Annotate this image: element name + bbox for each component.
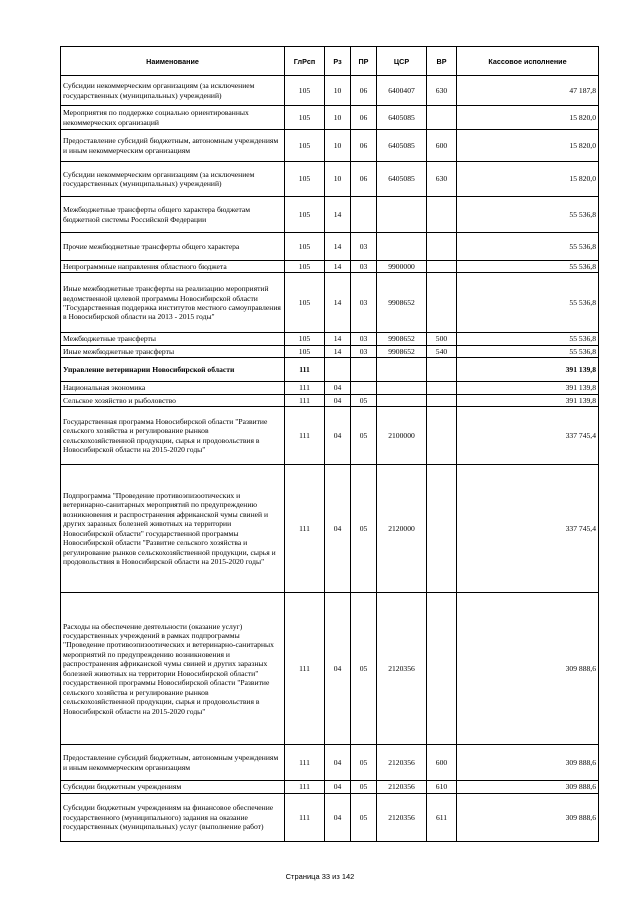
row-csr: 2120356 [377, 745, 427, 781]
table-row [61, 106, 599, 130]
row-amount: 55 536,8 [457, 261, 599, 273]
row-glrsp: 111 [285, 793, 325, 841]
row-glrsp: 111 [285, 358, 325, 382]
row-rz [325, 358, 351, 382]
row-glrsp: 105 [285, 345, 325, 357]
row-rz: 10 [325, 130, 351, 162]
row-vr [427, 465, 457, 593]
row-name: Межбюджетные трансферты общего характера бюджетам бюджетной системы Российской Федерации [61, 197, 285, 233]
row-csr: 6405085 [377, 130, 427, 162]
row-glrsp: 105 [285, 162, 325, 197]
row-csr: 6405085 [377, 106, 427, 130]
row-amount: 309 888,6 [457, 745, 599, 781]
row-csr: 6400407 [377, 76, 427, 106]
row-glrsp: 111 [285, 781, 325, 793]
row-name: Сельское хозяйство и рыболовство [61, 394, 285, 406]
row-name: Субсидии некоммерческим организациям (за исключением государственных (муниципальных) учреждений) [61, 162, 285, 197]
row-rz: 04 [325, 407, 351, 465]
row-glrsp: 111 [285, 407, 325, 465]
table-row [61, 162, 599, 197]
table-row [61, 345, 599, 357]
header-glrsp: ГлРсп [285, 47, 325, 76]
table-row [61, 465, 599, 593]
row-vr [427, 261, 457, 273]
row-name: Предоставление субсидий бюджетным, автономным учреждениям и иным некоммерческим организациям [61, 745, 285, 781]
row-name: Мероприятия по поддержке социально ориентированных некоммерческих организаций [61, 106, 285, 130]
row-amount: 15 820,0 [457, 130, 599, 162]
table-row [61, 261, 599, 273]
row-pr: 05 [351, 593, 377, 745]
row-name: Подпрограмма "Проведение противоэпизоотических и ветеринарно-санитарных мероприятий по предупреждению возникновения и распространения африканской чумы свиней и других заразных болезней животных на территории Новосибирской области" государственной программы Новосибирской области "Развитие сельского хозяйства и регулирование рынков сельскохозяйственной продукции, сырья и продовольствия в Новосибирской области на 2015-2020 годы" [61, 465, 285, 593]
row-glrsp: 105 [285, 76, 325, 106]
row-name: Непрограммные направления областного бюджета [61, 261, 285, 273]
row-name: Субсидии некоммерческим организациям (за исключением государственных (муниципальных) учреждений) [61, 76, 285, 106]
row-csr: 9900000 [377, 261, 427, 273]
table-row [61, 197, 599, 233]
row-vr: 611 [427, 793, 457, 841]
row-csr: 2100000 [377, 407, 427, 465]
row-amount: 47 187,8 [457, 76, 599, 106]
page-number: Страница 33 из 142 [285, 872, 355, 881]
row-vr: 610 [427, 781, 457, 793]
row-vr [427, 394, 457, 406]
row-pr: 03 [351, 273, 377, 333]
row-glrsp: 105 [285, 197, 325, 233]
table-row [61, 130, 599, 162]
row-vr [427, 233, 457, 261]
row-vr: 540 [427, 345, 457, 357]
row-vr [427, 106, 457, 130]
row-pr: 03 [351, 261, 377, 273]
budget-table [60, 46, 599, 842]
row-amount: 391 139,8 [457, 358, 599, 382]
row-vr [427, 593, 457, 745]
row-pr: 05 [351, 781, 377, 793]
row-pr: 06 [351, 130, 377, 162]
table-row [61, 394, 599, 406]
row-csr [377, 358, 427, 382]
header-name: Наименование [61, 47, 285, 76]
row-amount: 55 536,8 [457, 333, 599, 345]
header-pr: ПР [351, 47, 377, 76]
row-name: Расходы на обеспечение деятельности (оказание услуг) государственных учреждений в рамках подпрограммы "Проведение противоэпизоотических и ветеринарно-санитарных мероприятий по предупреждению возникновения и распространения африканской чумы свиней и других заразных болезней животных на территории Новосибирской области" государственной программы Новосибирской области "Развитие сельского хозяйства и регулирование рынков сельскохозяйственной продукции, сырья и продовольствия в Новосибирской области на 2015-2020 годы" [61, 593, 285, 745]
row-pr: 05 [351, 465, 377, 593]
row-name: Государственная программа Новосибирской области "Развитие сельского хозяйства и регулирование рынков сельскохозяйственной продукции, сырья и продовольствия в Новосибирской области на 2015-2020 годы" [61, 407, 285, 465]
header-amount: Кассовое исполнение [457, 47, 599, 76]
table-row [61, 233, 599, 261]
row-name: Межбюджетные трансферты [61, 333, 285, 345]
row-pr: 05 [351, 793, 377, 841]
table-row [61, 333, 599, 345]
table-row [61, 273, 599, 333]
row-vr: 600 [427, 130, 457, 162]
row-name: Субсидии бюджетным учреждениям [61, 781, 285, 793]
row-glrsp: 111 [285, 745, 325, 781]
row-amount: 391 139,8 [457, 382, 599, 394]
row-glrsp: 105 [285, 273, 325, 333]
row-pr [351, 382, 377, 394]
table-row [61, 407, 599, 465]
row-vr: 630 [427, 162, 457, 197]
row-rz: 14 [325, 273, 351, 333]
table-row [61, 382, 599, 394]
row-rz: 04 [325, 394, 351, 406]
row-glrsp: 105 [285, 106, 325, 130]
table-row [61, 793, 599, 841]
row-pr: 06 [351, 106, 377, 130]
row-rz: 04 [325, 465, 351, 593]
row-vr: 500 [427, 333, 457, 345]
row-csr [377, 197, 427, 233]
header-csr: ЦСР [377, 47, 427, 76]
row-glrsp: 105 [285, 233, 325, 261]
row-amount: 309 888,6 [457, 793, 599, 841]
row-amount: 337 745,4 [457, 465, 599, 593]
row-pr [351, 197, 377, 233]
table-row [61, 593, 599, 745]
row-vr: 630 [427, 76, 457, 106]
row-vr [427, 197, 457, 233]
row-csr [377, 394, 427, 406]
row-name: Субсидии бюджетным учреждениям на финансовое обеспечение государственного (муниципального) задания на оказание государственных (муниципальных) услуг (выполнение работ) [61, 793, 285, 841]
row-rz: 14 [325, 197, 351, 233]
row-csr [377, 382, 427, 394]
table-row [61, 745, 599, 781]
row-name: Национальная экономика [61, 382, 285, 394]
header-rz: Рз [325, 47, 351, 76]
row-pr: 03 [351, 233, 377, 261]
row-amount: 15 820,0 [457, 106, 599, 130]
row-glrsp: 111 [285, 465, 325, 593]
row-rz: 04 [325, 793, 351, 841]
row-rz: 14 [325, 233, 351, 261]
row-pr [351, 358, 377, 382]
header-vr: ВР [427, 47, 457, 76]
table-row [61, 358, 599, 382]
row-glrsp: 111 [285, 394, 325, 406]
row-glrsp: 105 [285, 261, 325, 273]
row-rz: 10 [325, 106, 351, 130]
row-name: Управление ветеринарии Новосибирской области [61, 358, 285, 382]
row-vr: 600 [427, 745, 457, 781]
row-pr: 03 [351, 345, 377, 357]
row-pr: 05 [351, 407, 377, 465]
row-pr: 05 [351, 394, 377, 406]
table-row [61, 76, 599, 106]
row-rz: 10 [325, 162, 351, 197]
row-amount: 309 888,6 [457, 781, 599, 793]
row-pr: 05 [351, 745, 377, 781]
row-amount: 55 536,8 [457, 345, 599, 357]
row-vr [427, 382, 457, 394]
row-pr: 03 [351, 333, 377, 345]
row-csr: 6405085 [377, 162, 427, 197]
row-amount: 309 888,6 [457, 593, 599, 745]
row-amount: 391 139,8 [457, 394, 599, 406]
row-name: Иные межбюджетные трансферты на реализацию мероприятий ведомственной целевой программы Новосибирской области "Государственная поддержка институтов местного самоуправления в Новосибирской области на 2013 - 2015 годы" [61, 273, 285, 333]
row-rz: 14 [325, 345, 351, 357]
row-glrsp: 111 [285, 593, 325, 745]
row-csr: 2120000 [377, 465, 427, 593]
row-name: Предоставление субсидий бюджетным, автономным учреждениям и иным некоммерческим организациям [61, 130, 285, 162]
row-glrsp: 105 [285, 130, 325, 162]
row-csr: 2120356 [377, 593, 427, 745]
row-pr: 06 [351, 162, 377, 197]
row-amount: 55 536,8 [457, 273, 599, 333]
row-vr [427, 407, 457, 465]
row-rz: 14 [325, 261, 351, 273]
row-rz: 04 [325, 781, 351, 793]
row-vr [427, 273, 457, 333]
row-glrsp: 105 [285, 333, 325, 345]
row-csr: 9908652 [377, 273, 427, 333]
row-rz: 14 [325, 333, 351, 345]
row-csr: 2120356 [377, 781, 427, 793]
row-rz: 04 [325, 382, 351, 394]
row-amount: 337 745,4 [457, 407, 599, 465]
row-csr: 9908652 [377, 333, 427, 345]
table-row [61, 781, 599, 793]
header-row [61, 47, 599, 76]
row-csr [377, 233, 427, 261]
row-csr: 2120356 [377, 793, 427, 841]
row-pr: 06 [351, 76, 377, 106]
row-rz: 10 [325, 76, 351, 106]
row-csr: 9908652 [377, 345, 427, 357]
row-glrsp: 111 [285, 382, 325, 394]
row-rz: 04 [325, 593, 351, 745]
row-name: Прочие межбюджетные трансферты общего характера [61, 233, 285, 261]
row-amount: 15 820,0 [457, 162, 599, 197]
row-vr [427, 358, 457, 382]
row-amount: 55 536,8 [457, 233, 599, 261]
row-name: Иные межбюджетные трансферты [61, 345, 285, 357]
row-rz: 04 [325, 745, 351, 781]
row-amount: 55 536,8 [457, 197, 599, 233]
